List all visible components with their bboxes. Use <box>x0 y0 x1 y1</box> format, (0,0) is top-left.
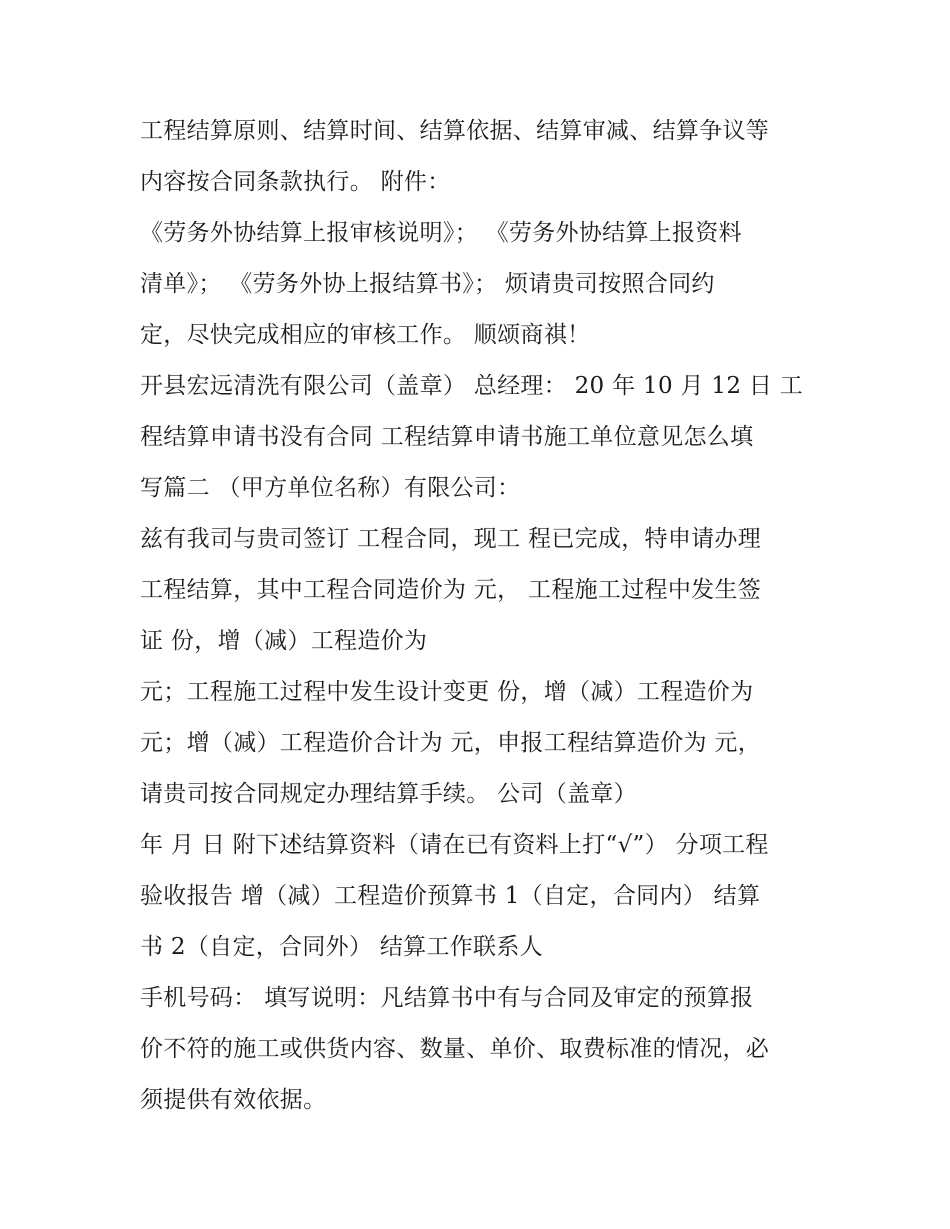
text-line-2: 内容按合同条款执行。 附件： <box>140 169 451 195</box>
text-line-1: 工程结算原则、结算时间、结算依据、结算审减、结算争议等 <box>140 118 770 144</box>
text-line-3: 《劳务外协结算上报审核说明》； 《劳务外协结算上报资料 <box>140 220 742 246</box>
text-line-9: 兹有我司与贵司签订 工程合同，现工 程已完成，特申请办理 <box>140 526 762 552</box>
text-line-7: 程结算申请书没有合同 工程结算申请书施工单位意见怎么填 <box>140 424 754 450</box>
text-line-6: 开县宏远清洗有限公司（盖章） 总经理： 20 年 10 月 12 日 工 <box>140 373 804 399</box>
text-line-16: 验收报告 增（减）工程造价预算书 1（自定，合同内） 结算 <box>140 883 761 909</box>
text-line-13: 元；增（减）工程造价合计为 元，申报工程结算造价为 元， <box>140 730 762 756</box>
text-line-4: 清单》； 《劳务外协上报结算书》； 烦请贵司按照合同约 <box>140 271 715 297</box>
text-line-12: 元；工程施工过程中发生设计变更 份，增（减）工程造价为 <box>140 679 754 705</box>
text-line-19: 价不符的施工或供货内容、数量、单价、取费标准的情况，必 <box>140 1036 770 1062</box>
text-line-18: 手机号码： 填写说明：凡结算书中有与合同及审定的预算报 <box>140 985 754 1011</box>
text-line-8: 写篇二 （甲方单位名称）有限公司： <box>140 475 521 501</box>
document-body <box>140 106 830 1126</box>
text-line-10: 工程结算，其中工程合同造价为 元， 工程施工过程中发生签 <box>140 577 762 603</box>
text-line-17: 书 2（自定，合同外） 结算工作联系人 <box>140 934 543 960</box>
text-line-20: 须提供有效依据。 <box>140 1087 327 1113</box>
text-line-15: 年 月 日 附下述结算资料（请在已有资料上打“√”） 分项工程 <box>140 832 769 858</box>
text-line-11: 证 份，增（减）工程造价为 <box>140 628 428 654</box>
text-line-5: 定，尽快完成相应的审核工作。 顺颂商祺！ <box>140 322 591 348</box>
text-line-14: 请贵司按合同规定办理结算手续。 公司（盖章） <box>140 781 637 807</box>
